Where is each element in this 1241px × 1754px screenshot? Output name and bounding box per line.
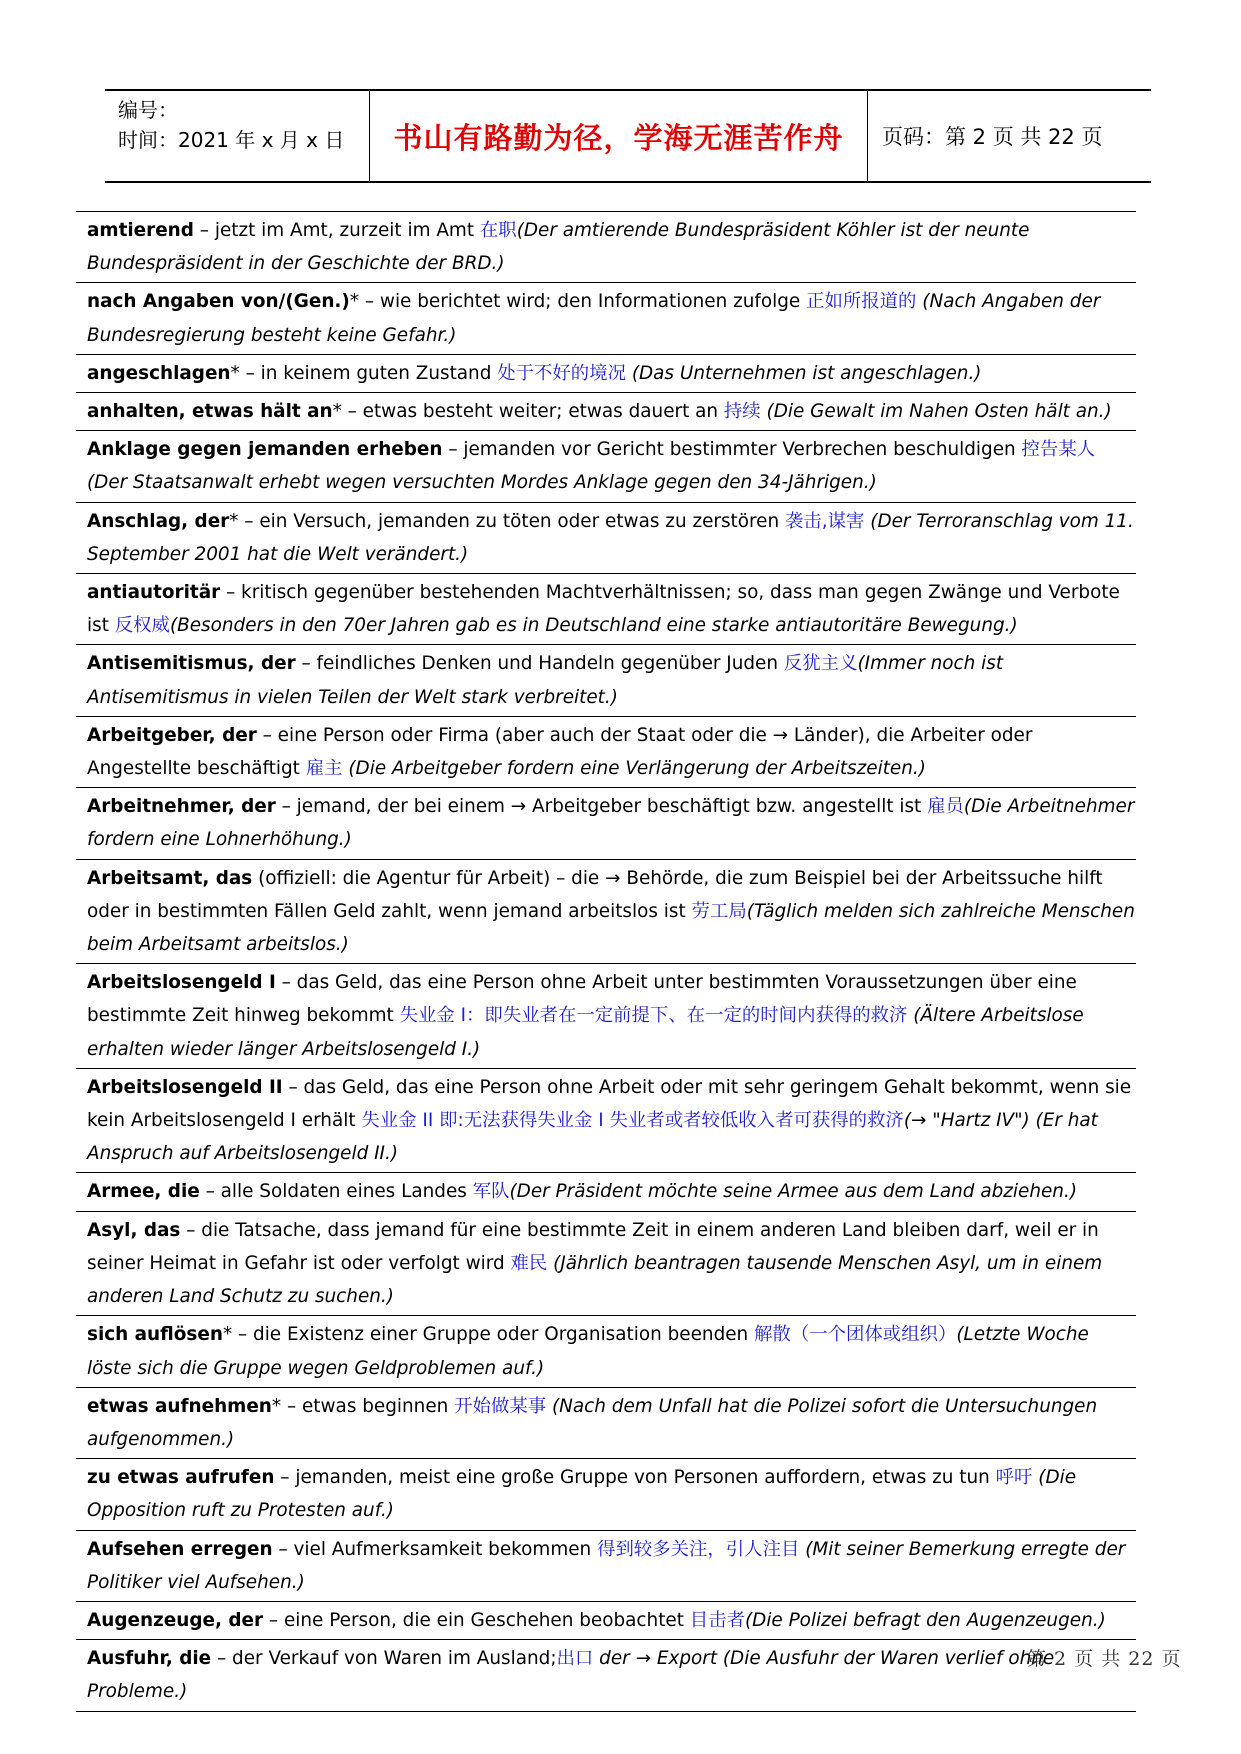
glossary-term: sich auflösen xyxy=(87,1324,223,1346)
glossary-translation: 控告某人 xyxy=(1021,439,1096,461)
glossary-definition: * – ein Versuch, jemanden zu töten oder etwas zu zerstören xyxy=(229,510,785,532)
glossary-definition: – alle Soldaten eines Landes xyxy=(199,1181,473,1203)
glossary-term: Arbeitnehmer, der xyxy=(87,796,276,818)
glossary-translation: 军队 xyxy=(472,1181,510,1203)
glossary-example: (Die Opposition ruft zu Protesten auf.) xyxy=(87,1467,1077,1522)
glossary-entry xyxy=(76,282,1136,353)
glossary-translation: 雇主 xyxy=(305,758,343,780)
glossary-example: (Letzte Woche löste sich die Gruppe wegen Geldproblemen auf.) xyxy=(87,1324,1089,1379)
glossary-example-tail: (→ "Hartz IV") (Er hat Anspruch auf Arbeitslosengeld II.) xyxy=(87,1110,1098,1165)
glossary-example-tail: der → Export (Die Ausfuhr der Waren verlief ohne Probleme.) xyxy=(87,1648,1055,1703)
glossary-definition: – das Geld, das eine Person ohne Arbeit unter bestimmten Voraussetzungen über eine bestimmte Zeit hinweg bekommt xyxy=(87,972,1077,1027)
header-motto: 书山有路勤为径，学海无涯苦作舟 xyxy=(370,91,868,181)
glossary-translation: 反权威 xyxy=(114,615,170,637)
glossary-example: (Das Unternehmen ist angeschlagen.) xyxy=(625,362,982,384)
glossary-example: (Die Polizei befragt den Augenzeugen.) xyxy=(744,1609,1106,1631)
header-page-info: 页码：第 2 页 共 22 页 xyxy=(882,125,1103,149)
glossary-term: nach Angaben von/(Gen.) xyxy=(87,291,350,313)
glossary-entry xyxy=(76,1387,1136,1458)
glossary-example: (Immer noch ist Antisemitismus in vielen Teilen der Welt stark verbreitet.) xyxy=(87,653,1004,708)
glossary-entry xyxy=(76,1639,1136,1711)
glossary-example: (Die Arbeitgeber fordern eine Verlängerung der Arbeitszeiten.) xyxy=(342,758,926,780)
glossary-definition: – eine Person oder Firma (aber auch der Staat oder die → Länder), die Arbeiter oder Angestellte beschäftigt xyxy=(87,724,1033,780)
glossary-definition: * – in keinem guten Zustand xyxy=(230,362,498,384)
glossary-definition: – jetzt im Amt, zurzeit im Amt xyxy=(193,220,480,241)
glossary-term: Armee, die xyxy=(87,1181,200,1203)
time-label: 时间：2021 年 x 月 x 日 xyxy=(118,128,345,152)
glossary-definition: – jemand, der bei einem → Arbeitgeber beschäftigt bzw. angestellt ist xyxy=(275,796,928,818)
glossary-term: zu etwas aufrufen xyxy=(87,1467,275,1489)
glossary-translation: 失业金 I：即失业者在一定前提下、在一定的时间内获得的救济 xyxy=(399,1005,908,1027)
document-header xyxy=(105,89,1151,183)
glossary-entry xyxy=(76,644,1136,715)
glossary-definition: * – etwas besteht weiter; etwas dauert an xyxy=(332,401,724,423)
glossary-definition: – feindliches Denken und Handeln gegenüber Juden xyxy=(295,653,784,675)
header-meta xyxy=(105,91,370,181)
glossary-entry xyxy=(76,1601,1136,1639)
glossary-term: anhalten, etwas hält an xyxy=(87,401,333,423)
glossary-entry xyxy=(76,1458,1136,1529)
glossary-definition: * – wie berichtet wird; den Informationen zufolge xyxy=(349,291,807,313)
glossary-term: Anklage gegen jemanden erheben xyxy=(87,439,443,461)
glossary-translation: 袭击,谋害 xyxy=(785,510,865,532)
glossary-example: (Mit seiner Bemerkung erregte der Politiker viel Aufsehen.) xyxy=(87,1538,1126,1593)
glossary-entry xyxy=(76,787,1136,858)
glossary-translation: 解散（一个团体或组织） xyxy=(754,1324,957,1346)
glossary-entry xyxy=(76,573,1136,644)
glossary-entry xyxy=(76,1068,1136,1173)
glossary-term: Augenzeuge, der xyxy=(87,1609,264,1631)
glossary-definition: * – etwas beginnen xyxy=(271,1395,455,1417)
glossary-definition: – die Tatsache, dass jemand für eine bestimmte Zeit in einem anderen Land bleiben darf, weil er in seiner Heimat in Gefahr ist oder verfolgt wird xyxy=(87,1219,1099,1274)
glossary-entry xyxy=(76,502,1136,573)
page-footer: 第 2 页 共 22 页 xyxy=(1027,1648,1182,1670)
glossary-translation: 劳工局 xyxy=(691,900,747,922)
glossary-term: Arbeitsamt, das xyxy=(87,867,253,889)
glossary-term: etwas aufnehmen xyxy=(87,1395,272,1417)
glossary-translation: 失业金 II 即:无法获得失业金 I 失业者或者较低收入者可获得的救济 xyxy=(361,1110,904,1132)
glossary-term: Arbeitslosengeld II xyxy=(87,1076,283,1098)
glossary-term: Anschlag, der xyxy=(87,510,230,532)
glossary-entry xyxy=(76,963,1136,1068)
glossary-entry xyxy=(76,211,1136,282)
glossary-entry xyxy=(76,1211,1136,1316)
glossary-translation: 在职 xyxy=(479,220,517,241)
glossary-translation: 目击者 xyxy=(689,1609,745,1631)
glossary-translation: 反犹主义 xyxy=(783,653,858,675)
glossary-definition: – viel Aufmerksamkeit bekommen xyxy=(272,1538,598,1560)
glossary-definition: – kritisch gegenüber bestehenden Machtverhältnissen; so, dass man gegen Zwänge und Verbote ist xyxy=(87,582,1120,637)
glossary-term: Arbeitgeber, der xyxy=(87,724,257,746)
glossary-term: antiautoritär xyxy=(87,582,221,604)
glossary-entry xyxy=(76,354,1136,392)
glossary-example: (Der amtierende Bundespräsident Köhler ist der neunte Bundespräsident in der Geschichte der BRD.) xyxy=(87,220,1030,275)
glossary-example: (Die Arbeitnehmer fordern eine Lohnerhöhung.) xyxy=(87,796,1135,851)
glossary-definition: – der Verkauf von Waren im Ausland; xyxy=(211,1648,557,1670)
glossary-entry xyxy=(76,430,1136,501)
number-label: 编号： xyxy=(118,98,178,122)
glossary-translation: 持续 xyxy=(723,401,761,423)
glossary-term: Aufsehen erregen xyxy=(87,1538,273,1560)
glossary-definition: – jemanden, meist eine große Gruppe von Personen auffordern, etwas zu tun xyxy=(274,1467,996,1489)
glossary-translation: 开始做某事 xyxy=(454,1395,547,1417)
glossary-example: (Nach Angaben der Bundesregierung besteht keine Gefahr.) xyxy=(87,291,1101,346)
glossary-definition: – das Geld, das eine Person ohne Arbeit oder mit sehr geringem Gehalt bekommt, wenn sie kein Arbeitslosengeld I erhält xyxy=(87,1076,1132,1132)
glossary-term: Ausfuhr, die xyxy=(87,1648,212,1670)
glossary-translation: 呼吁 xyxy=(995,1467,1033,1489)
glossary-translation: 难民 xyxy=(510,1252,548,1274)
glossary-definition: – jemanden vor Gericht bestimmter Verbrechen beschuldigen xyxy=(442,439,1022,461)
glossary-entry xyxy=(76,859,1136,964)
glossary-definition: * – die Existenz einer Gruppe oder Organisation beenden xyxy=(222,1324,755,1346)
glossary-translation: 出口 xyxy=(556,1648,594,1670)
glossary-example: (Ältere Arbeitslose erhalten wieder länger Arbeitslosengeld I.) xyxy=(87,1005,1084,1060)
glossary-entry xyxy=(76,1172,1136,1210)
glossary-term: amtierend xyxy=(87,220,194,241)
glossary-list xyxy=(76,211,1136,1712)
glossary-term: Antisemitismus, der xyxy=(87,653,296,675)
glossary-example: (Täglich melden sich zahlreiche Menschen beim Arbeitsamt arbeitslos.) xyxy=(87,900,1135,956)
glossary-example: (Die Gewalt im Nahen Osten hält an.) xyxy=(760,401,1112,423)
glossary-example: (Der Terroranschlag vom 11. September 2001 hat die Welt verändert.) xyxy=(87,510,1134,565)
glossary-entry xyxy=(76,1315,1136,1386)
glossary-example: (Jährlich beantragen tausende Menschen Asyl, um in einem anderen Land Schutz zu suchen.) xyxy=(87,1252,1103,1308)
glossary-entry xyxy=(76,392,1136,430)
glossary-term: angeschlagen xyxy=(87,362,231,384)
glossary-example: (Der Staatsanwalt erhebt wegen versuchten Mordes Anklage gegen den 34-Jährigen.) xyxy=(87,472,877,494)
glossary-entry xyxy=(76,1530,1136,1601)
glossary-entry xyxy=(76,716,1136,787)
glossary-example: (Der Präsident möchte seine Armee aus dem Land abziehen.) xyxy=(509,1181,1077,1203)
glossary-definition: – eine Person, die ein Geschehen beobachtet xyxy=(263,1609,690,1631)
glossary-definition: (offiziell: die Agentur für Arbeit) – die → Behörde, die zum Beispiel bei der Arbeitssuche hilft oder in bestimmten Fällen Geld zahlt, wenn jemand arbeitslos ist xyxy=(87,867,1103,922)
glossary-term: Arbeitslosengeld I xyxy=(87,972,276,994)
glossary-translation: 雇员 xyxy=(927,796,964,818)
glossary-example: (Nach dem Unfall hat die Polizei sofort die Untersuchungen aufgenommen.) xyxy=(87,1395,1098,1450)
glossary-translation: 得到较多关注，引人注目 xyxy=(597,1538,800,1560)
glossary-translation: 处于不好的境况 xyxy=(497,362,626,384)
glossary-example: (Besonders in den 70er Jahren gab es in Deutschland eine starke antiautoritäre Bewegung.) xyxy=(169,615,1018,637)
glossary-term: Asyl, das xyxy=(87,1219,181,1241)
glossary-translation: 正如所报道的 xyxy=(806,291,917,313)
